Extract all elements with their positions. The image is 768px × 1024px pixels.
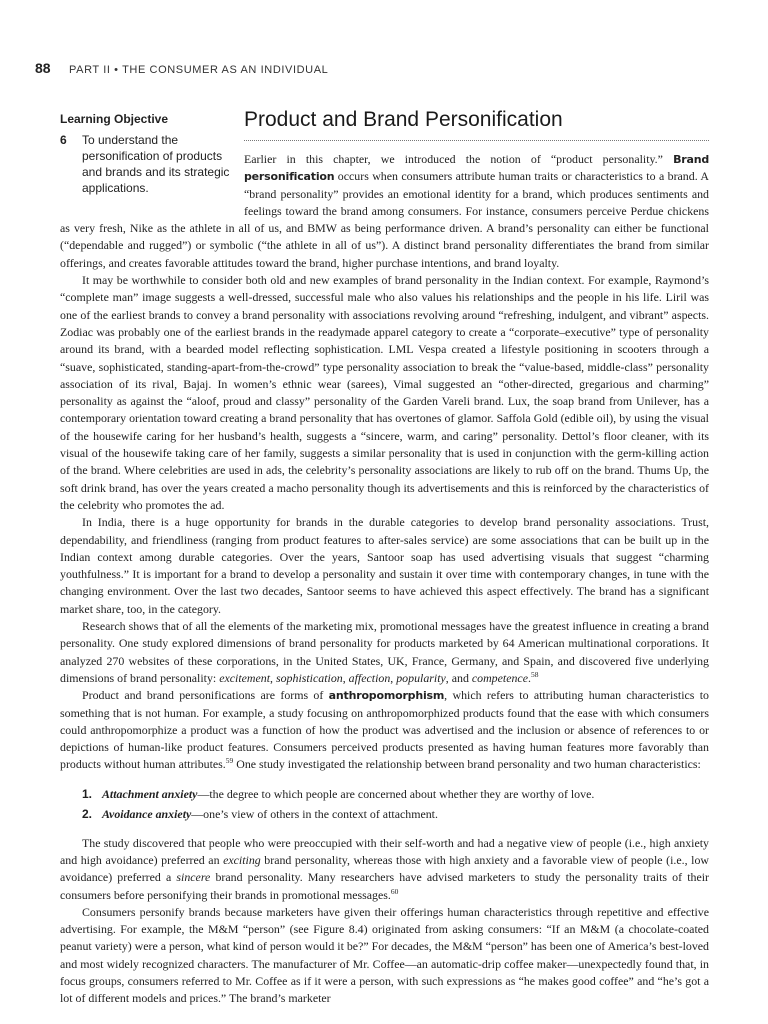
paragraph-7: Consumers personify brands because marketers have given their offerings human characteristics through repetitive and effective advertising. For example, the M&M “person” (see Figure 8.4) originated from asking consumers: “If an M&M (a chocolate-coated peanut variety) were a person, what kind of person would it be?” For decades, the M&M “person” has been one of America’s best-loved and most widely recognized characters. The manufacturer of Mr. Coffee—an automatic-drip coffee maker—unexpectedly found that, in focus groups, consumers referred to Mr. Coffee as if it were a person, with such expressions as “he makes good coffee” and “he’s got a lot of different models and prices.” The brand’s marketer	[60, 904, 709, 1006]
body-text	[60, 151, 709, 1008]
running-head	[35, 60, 328, 78]
text-run: brand personality. Many researchers have advised marketers to study the personality traits of their consumers before personifying their brands in promotional messages.	[60, 870, 709, 902]
learning-objective-number: 6	[60, 133, 67, 147]
footnote-ref: 60	[390, 886, 399, 896]
dimension-term: competence	[471, 670, 528, 685]
page-number: 88	[35, 60, 51, 76]
section-title: Product and Brand Personification	[244, 108, 563, 131]
dimension-term: sophistication	[275, 670, 343, 685]
list-marker: 2.	[82, 806, 93, 821]
learning-objective-text: To understand the personification of products and brands and its strategic applications.	[82, 133, 230, 195]
list-marker: 1.	[82, 786, 93, 801]
text-run: Earlier in this chapter, we introduced the notion of “product personality.”	[244, 152, 674, 166]
list-text: —the degree to which people are concerned about whether they are worthy of love.	[197, 786, 595, 801]
list-term: Attachment anxiety	[102, 786, 198, 801]
text-run: ,	[342, 670, 349, 685]
list-item	[82, 804, 709, 824]
paragraph-3: In India, there is a huge opportunity for brands in the durable categories to develop brand personality associations. Trust, dependability, and friendliness (ranging from product features to after-sales service) are some associations that can be built up in the Indian context among durable categories. Over the years, Santoor soap has used advertising visuals that suggest “charming youthfulness.” It is important for a brand to develop a personality and sustain it over time with contemporary changes, in tune with the changing environment. Over the last two decades, Santoor seems to have achieved this aspect effectively. The brand has a significant market share, too, in the category.	[60, 515, 709, 616]
emphasis: exciting	[223, 852, 261, 867]
paragraph-5	[60, 687, 709, 773]
key-term-brand-personification: Brand personification	[244, 153, 709, 184]
text-run: One study investigated the relationship between brand personality and two human characteristics:	[233, 757, 701, 772]
text-run: The study discovered that people who were preoccupied with their self-worth and had a negative view of people (i.e., high anxiety and high avoidance) preferred an	[60, 835, 709, 867]
text-run: ,	[270, 670, 276, 685]
key-term-anthropomorphism: anthropomorphism	[328, 689, 445, 703]
text-run: brand personality, whereas those with high anxiety and a favorable view of people (i.e., low avoidance) preferred a	[60, 852, 709, 885]
dimension-term: popularity	[396, 670, 446, 685]
text-run: Research shows that of all the elements of the marketing mix, promotional messages have the greatest influence in creating a brand personality. One study explored dimensions of brand personality for products marketed by 64 American multinational corporations. It analyzed 270 websites of these corporations, in the United States, UK, France, Germany, and Spain, and discovered five underlying dimensions of brand personality:	[60, 619, 709, 685]
running-head-text: PART II • THE CONSUMER AS AN INDIVIDUAL	[69, 64, 329, 76]
paragraph-4	[60, 618, 709, 687]
footnote-ref: 59	[225, 756, 234, 766]
text-run: .	[528, 670, 531, 685]
learning-objective-heading: Learning Objective	[60, 112, 169, 126]
list-text: —one’s view of others in the context of attachment.	[191, 806, 438, 821]
dimension-term: excitement	[219, 670, 271, 685]
text-run: ,	[390, 670, 397, 685]
paragraph-2: It may be worthwhile to consider both old and new examples of brand personality in the Indian context. For example, Raymond’s “complete man” image suggests a well-dressed, successful male who also values his relationships and the people in his life. Liril was one of the earliest brands to convey a brand personality with associations revolving around “refreshing, indulgent, and vibrant” aspects. Zodiac was probably one of the earliest brands in the readymade apparel category to create a “corporate–executive” type of personality around its brand, with a bearded model reflecting sophistication. LML Vespa created a lifestyle positioning in scooters through a “suave, sophisticated, standing-apart-from-the-crowd” type personality association to break the “value-based, middle-class” personality association of its rival, Bajaj. In women’s ethnic wear (sarees), Vimal suggested an “other-directed, gregarious and charming” personality as against the “aloof, proud and classy” personality of the Garden Vareli brand. Lux, the soap brand from Unilever, has a contemporary orientation toward creating a brand personality that has overtones of glamor. Saffola Gold (edible oil), by using the visual of the housewife caring for her husband’s health, suggests a “sincere, warm, and caring” personality. Dettol’s floor cleaner, with its visual of the housewife taking care of her family, suggests a similar personality that is used in conjunction with the germ-killing action of the brand. Where celebrities are used in ads, the celebrity’s personality associations are likely to rub off on the brand. Thums Up, the soft drink brand, has over the years created a macho personality though its advertisements and this is reinforced by the characteristics of the celebrity who promotes the ad.	[60, 273, 709, 512]
title-divider	[244, 140, 709, 141]
footnote-ref: 58	[530, 669, 539, 679]
paragraph-6	[60, 835, 709, 904]
dimension-term: affection	[348, 670, 391, 685]
list-item	[82, 784, 709, 804]
characteristics-list	[60, 784, 709, 824]
text-run: , which refers to attributing human characteristics to something that is not human. For example, a study focusing on anthropomorphized products found that the ease with which consumers could anthropomorphize a product was a function of how the product was advertised and the inclusion or absence of references to or depictions of human-like product features. Consumers perceived products presented as having human features more favorably than products without human attributes.	[60, 688, 709, 772]
list-term: Avoidance anxiety	[102, 806, 192, 821]
text-run: occurs when consumers attribute human traits or characteristics to a brand. A “brand personality” provides an emotional identity for a brand, which produces sentiments and feelings toward the brand among consumers. For instance, consumers perceive Perdue chickens as very fresh, Nike as the athlete in all of us, and BMW as being performance driven. A brand’s personality can either be functional (“dependable and rugged”) or symbolic (“the athlete in all of us”). A distinct brand personality differentiates the brand from similar offerings, and creates favorable attitudes toward the brand, higher purchase intentions, and brand loyalty.	[60, 169, 709, 270]
text-run: Product and brand personifications are forms of	[82, 688, 329, 703]
text-run: , and	[445, 670, 472, 685]
margin-spacer	[60, 151, 244, 219]
emphasis: sincere	[176, 870, 211, 885]
